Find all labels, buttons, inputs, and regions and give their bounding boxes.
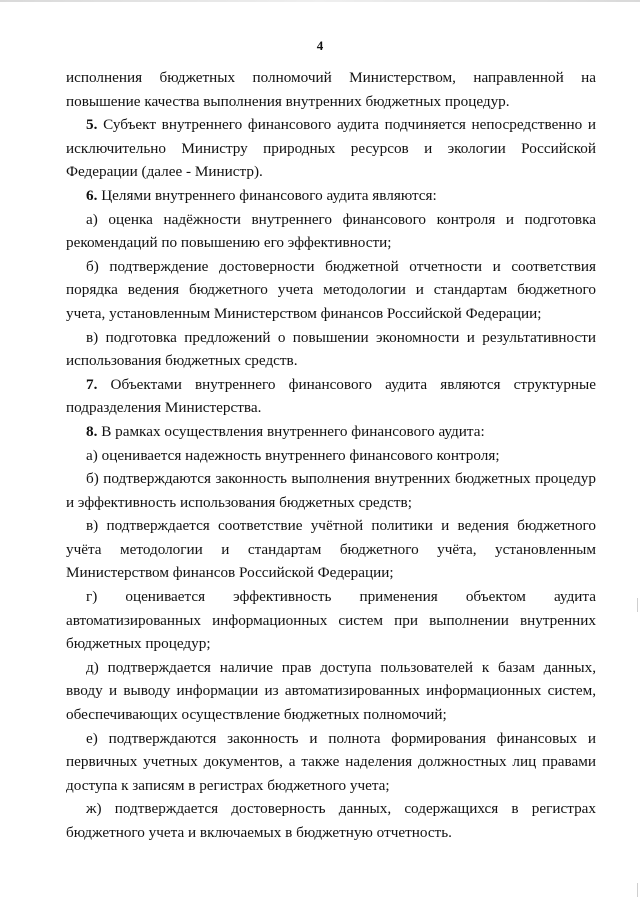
paragraph-8-item-g	[66, 797, 596, 844]
paragraph-8-item-f	[66, 727, 596, 798]
paragraph-8-item-b	[66, 467, 596, 514]
paragraph-6-item-a	[66, 208, 596, 255]
paragraph-6-item-b	[66, 255, 596, 326]
paragraph-6	[66, 184, 596, 208]
paragraph-8-item-a	[66, 444, 596, 468]
scan-edge-line	[0, 0, 640, 2]
paragraph-text: б) подтверждение достоверности бюджетной отчетности и соответствия порядка ведения бюджетного учета методологии и стандартам бюджетного учета, установленным Министерством финансов Российской Федерации;	[66, 257, 596, 322]
paragraph-text: в) подтверждается соответствие учётной политики и ведения бюджетного учёта методологии и стандартам бюджетного учёта, установленным Министерством финансов Российской Федерации;	[66, 517, 596, 582]
paragraph-text: а) оценка надёжности внутреннего финансового контроля и подготовка рекомендаций по повышению его эффективности;	[66, 210, 596, 252]
paragraph-text: В рамках осуществления внутреннего финансового аудита:	[97, 422, 485, 440]
scan-edge-mark	[637, 598, 638, 612]
body-text	[66, 66, 596, 845]
paragraph-8-item-c	[66, 514, 596, 585]
paragraph-text: Целями внутреннего финансового аудита являются:	[97, 186, 437, 204]
paragraph-text: д) подтверждается наличие прав доступа пользователей к базам данных, вводу и выводу информации из автоматизированных информационных систем, обеспечивающих осуществление бюджетных полномочий;	[66, 658, 596, 724]
paragraph-text: в) подготовка предложений о повышении экономности и результативности использования бюджетных средств.	[66, 328, 596, 370]
paragraph-number: 6.	[86, 186, 98, 204]
paragraph-8-item-d	[66, 585, 596, 656]
paragraph-text: ж) подтверждается достоверность данных, содержащихся в регистрах бюджетного учета и включаемых в бюджетную отчетность.	[66, 800, 596, 841]
paragraph-text: е) подтверждаются законность и полнота формирования финансовых и первичных учетных документов, а также наделения должностных лиц правами доступа к записям в регистрах бюджетного учета;	[66, 729, 596, 794]
paragraph-5	[66, 113, 596, 184]
paragraph-number: 5.	[86, 116, 98, 134]
paragraph-continuation	[66, 66, 596, 113]
paragraph-number: 7.	[86, 375, 98, 393]
paragraph-text: г) оценивается эффективность применения объектом аудита автоматизированных информационных систем при выполнении внутренних бюджетных процедур;	[66, 588, 596, 653]
paragraph-number: 8.	[86, 422, 98, 440]
scan-edge-mark	[637, 883, 638, 897]
paragraph-text: исполнения бюджетных полномочий Министерством, направленной на повышение качества выполнения внутренних бюджетных процедур.	[66, 69, 596, 110]
paragraph-8-item-e	[66, 656, 596, 727]
page-number: 4	[316, 38, 324, 53]
paragraph-7	[66, 373, 596, 420]
paragraph-text: Объектами внутреннего финансового аудита являются структурные подразделения Министерства.	[66, 375, 596, 417]
paragraph-8	[66, 420, 596, 444]
paragraph-text: а) оценивается надежность внутреннего финансового контроля;	[86, 446, 500, 464]
paragraph-text: б) подтверждаются законность выполнения внутренних бюджетных процедур и эффективность использования бюджетных средств;	[66, 470, 596, 511]
paragraph-text: Субъект внутреннего финансового аудита подчиняется непосредственно и исключительно Министру природных ресурсов и экологии Российской Федерации (далее - Министр).	[66, 116, 596, 181]
paragraph-6-item-c	[66, 326, 596, 373]
